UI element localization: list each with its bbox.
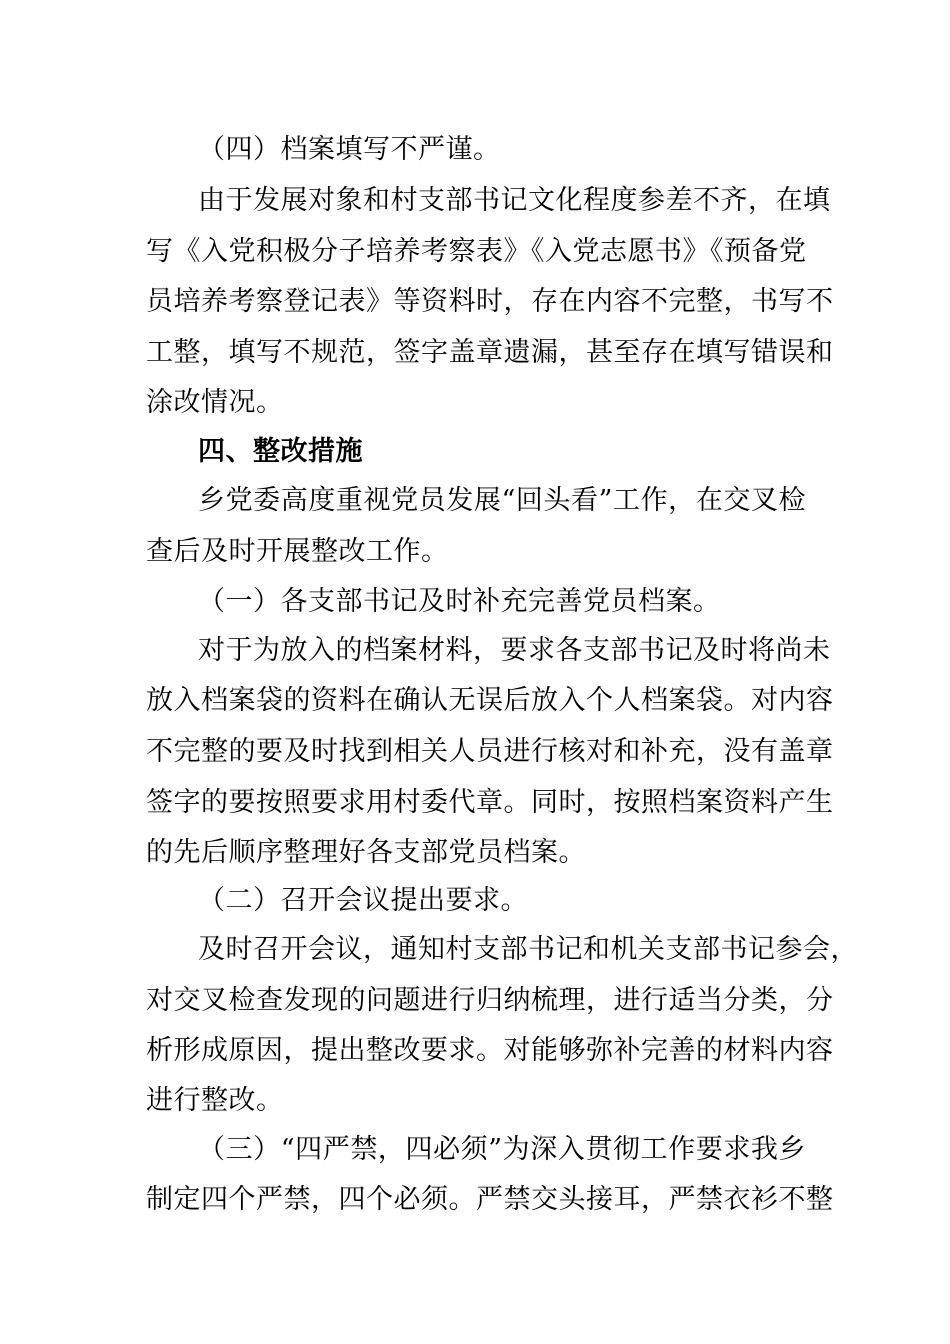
paragraph-line: 制定四个严禁，四个必须。严禁交头接耳，严禁衣衫不整 bbox=[146, 1184, 834, 1215]
paragraph-line: 涂改情况。 bbox=[146, 387, 284, 418]
paragraph-line: 放入档案袋的资料在确认无误后放入个人档案袋。对内容 bbox=[146, 685, 834, 716]
paragraph-line: 由于发展对象和村支部书记文化程度参差不齐，在填 bbox=[198, 185, 831, 216]
paragraph-line: 写《入党积极分子培养考察表》《入党志愿书》《预备党 bbox=[146, 236, 807, 267]
paragraph-line: 对于为放入的档案材料，要求各支部书记及时将尚未 bbox=[198, 635, 831, 666]
paragraph-line: 进行整改。 bbox=[146, 1085, 284, 1116]
subheading-four: （四）档案填写不严谨。 bbox=[198, 134, 501, 165]
paragraph-line: 对交叉检查发现的问题进行归纳梳理，进行适当分类，分 bbox=[146, 985, 834, 1016]
paragraph-line: 签字的要按照要求用村委代章。同时，按照档案资料产生 bbox=[146, 787, 834, 818]
paragraph-line: 的先后顺序整理好各支部党员档案。 bbox=[146, 837, 586, 868]
paragraph-line: 及时召开会议，通知村支部书记和机关支部书记参会， bbox=[198, 934, 858, 965]
paragraph-line: 乡党委高度重视党员发展“回头看”工作，在交叉检 bbox=[198, 485, 806, 516]
section-heading: 四、整改措施 bbox=[198, 436, 363, 467]
subheading-one: （一）各支部书记及时补充完善党员档案。 bbox=[198, 586, 721, 617]
paragraph-line: 查后及时开展整改工作。 bbox=[146, 536, 449, 567]
paragraph-line: 析形成原因，提出整改要求。对能够弥补完善的材料内容 bbox=[146, 1035, 834, 1066]
subheading-three: （三）“四严禁，四必须”为深入贯彻工作要求我乡 bbox=[198, 1134, 806, 1165]
paragraph-line: 不完整的要及时找到相关人员进行核对和补充，没有盖章 bbox=[146, 736, 834, 767]
paragraph-line: 员培养考察登记表》等资料时，存在内容不完整，书写不 bbox=[146, 286, 834, 317]
paragraph-line: 工整，填写不规范，签字盖章遗漏，甚至存在填写错误和 bbox=[146, 337, 834, 368]
subheading-two: （二）召开会议提出要求。 bbox=[198, 885, 528, 916]
